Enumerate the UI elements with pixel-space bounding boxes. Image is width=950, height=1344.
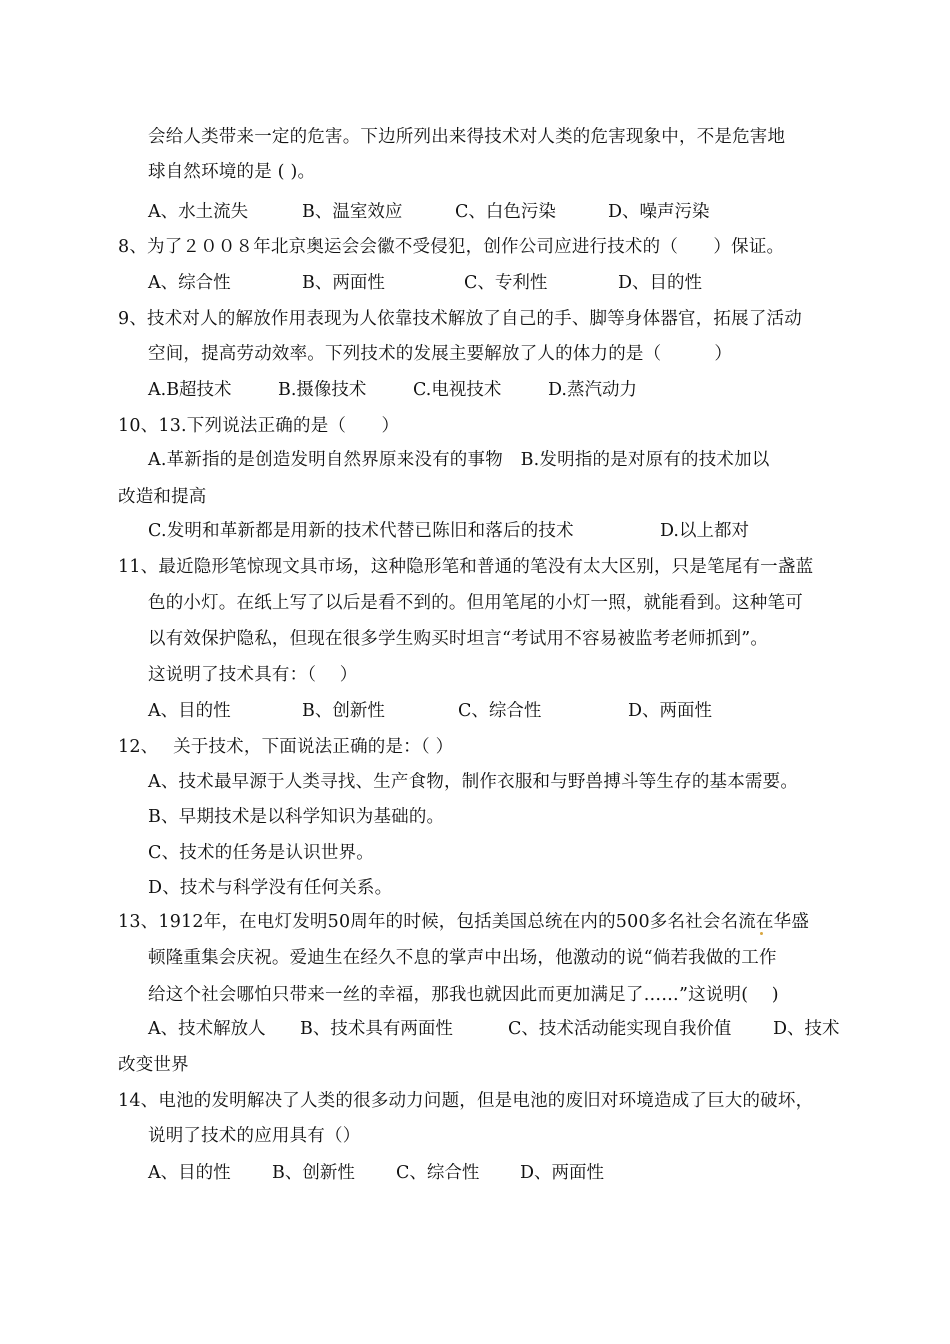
q14-line-2: 说明了技术的应用具有（） — [148, 1126, 361, 1146]
q7-line-1: 会给人类带来一定的危害。下边所列出来得技术对人类的危害现象中，不是危害地 — [148, 127, 786, 147]
q13-line-3: 给这个社会哪怕只带来一丝的幸福，那我也就因此而更加满足了……”这说明( ) — [148, 985, 779, 1005]
q13-option-a: A、技术解放人 — [148, 1019, 266, 1039]
q14-option-c: C、综合性 — [396, 1163, 480, 1183]
q10-option-d: D.以上都对 — [660, 521, 749, 541]
q11-line-1: 11、最近隐形笔惊现文具市场，这种隐形笔和普通的笔没有太大区别，只是笔尾有一盏蓝 — [118, 557, 814, 577]
q10-line-1: 10、13.下列说法正确的是（ ） — [118, 416, 400, 436]
q13-line-2: 顿隆重集会庆祝。爱迪生在经久不息的掌声中出场，他激动的说“倘若我做的工作 — [148, 948, 777, 968]
q11-line-3: 以有效保护隐私，但现在很多学生购买时坦言“考试用不容易被监考老师抓到”。 — [148, 629, 769, 649]
q13-line-5: 改变世界 — [118, 1055, 189, 1075]
q7-option-b: B、温室效应 — [302, 202, 403, 222]
q7-option-a: A、水土流失 — [148, 202, 249, 222]
q11-option-c: C、综合性 — [458, 701, 542, 721]
q9-option-b: B.摄像技术 — [278, 380, 367, 400]
q12-option-a: A、技术最早源于人类寻找、生产食物，制作衣服和与野兽搏斗等生存的基本需要。 — [148, 772, 799, 792]
q11-option-a: A、目的性 — [148, 701, 231, 721]
q12-option-b: B、早期技术是以科学知识为基础的。 — [148, 807, 445, 827]
q8-option-b: B、两面性 — [302, 273, 385, 293]
q8-option-a: A、综合性 — [148, 273, 231, 293]
q13-option-d: D、技术 — [773, 1019, 840, 1039]
q9-option-c: C.电视技术 — [413, 380, 502, 400]
q14-option-d: D、两面性 — [520, 1163, 605, 1183]
q12-option-c: C、技术的任务是认识世界。 — [148, 843, 374, 863]
q14-option-a: A、目的性 — [148, 1163, 231, 1183]
annotation-mark — [760, 932, 763, 935]
q13-option-b: B、技术具有两面性 — [300, 1019, 453, 1039]
q11-line-2: 色的小灯。在纸上写了以后是看不到的。但用笔尾的小灯一照，就能看到。这种笔可 — [148, 593, 803, 613]
q11-option-b: B、创新性 — [302, 701, 385, 721]
q7-option-d: D、噪声污染 — [608, 202, 710, 222]
q10-line-3: 改造和提高 — [118, 487, 207, 507]
q8-line-1: 8、为了２００８年北京奥运会会徽不受侵犯，创作公司应进行技术的（ ）保证。 — [118, 237, 785, 257]
q13-line-1: 13、1912年，在电灯发明50周年的时候，包括美国总统在内的500多名社会名流在华盛 — [118, 912, 810, 932]
q7-option-c: C、白色污染 — [455, 202, 556, 222]
q10-line-2: A.革新指的是创造发明自然界原来没有的事物 B.发明指的是对原有的技术加以 — [148, 450, 770, 470]
q9-option-a: A.B超技术 — [148, 380, 232, 400]
q13-option-c: C、技术活动能实现自我价值 — [508, 1019, 732, 1039]
q11-line-4: 这说明了技术具有：（ ） — [148, 665, 358, 685]
q8-option-d: D、目的性 — [618, 273, 703, 293]
q7-line-2: 球自然环境的是 ( )。 — [148, 162, 316, 182]
q11-option-d: D、两面性 — [628, 701, 713, 721]
q12-line-1: 12、 关于技术，下面说法正确的是：（ ） — [118, 737, 454, 757]
q14-option-b: B、创新性 — [272, 1163, 355, 1183]
q9-line-1: 9、技术对人的解放作用表现为人依靠技术解放了自己的手、脚等身体器官，拓展了活动 — [118, 309, 802, 329]
q9-option-d: D.蒸汽动力 — [548, 380, 637, 400]
q14-line-1: 14、电池的发明解决了人类的很多动力问题，但是电池的废旧对环境造成了巨大的破坏， — [118, 1091, 814, 1111]
q8-option-c: C、专利性 — [464, 273, 548, 293]
q9-line-2: 空间，提高劳动效率。下列技术的发展主要解放了人的体力的是（ ） — [148, 344, 733, 364]
q12-option-d: D、技术与科学没有任何关系。 — [148, 878, 393, 898]
q10-line-4: C.发明和革新都是用新的技术代替已陈旧和落后的技术 — [148, 521, 574, 541]
